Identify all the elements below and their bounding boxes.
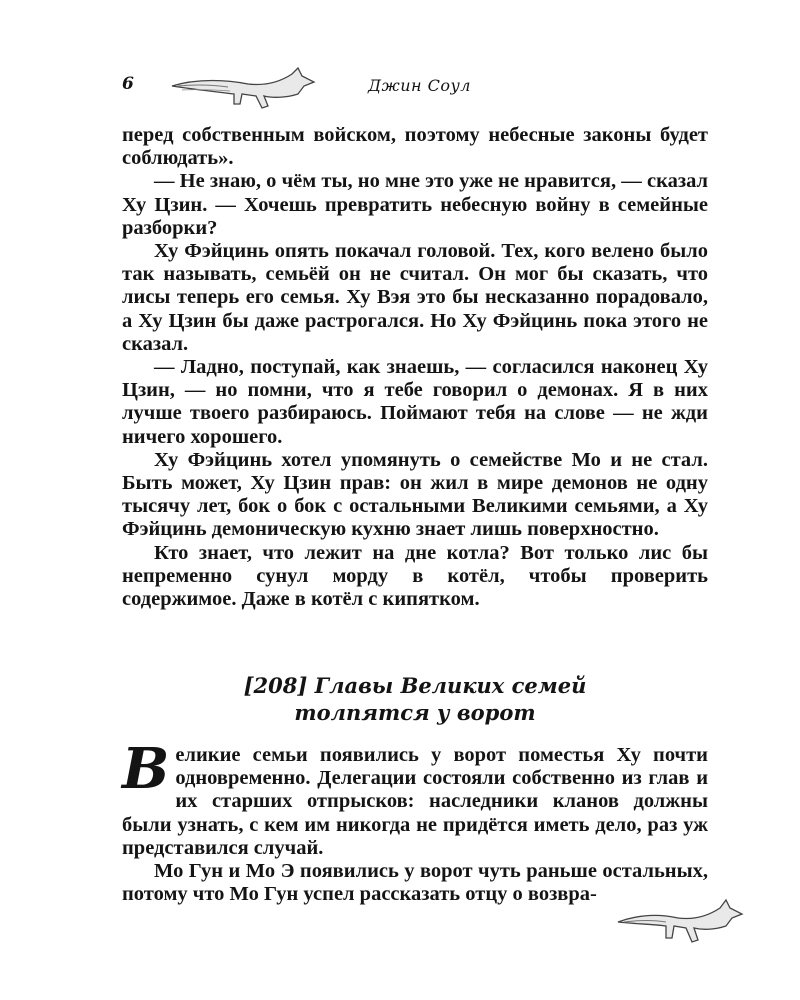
paragraph-text: еликие семьи появились у ворот поместья Ху почти одновременно. Делегации состояли собственно из глав и их старших отпрысков: наследники кланов должны были узнать, с кем им никогда не придётся иметь дело, раз уж представился случай.	[122, 744, 708, 859]
paragraph: перед собственным войском, поэтому небесные законы будет соблюдать».	[122, 124, 708, 170]
page-header	[0, 0, 800, 120]
fox-icon	[168, 64, 320, 110]
paragraph: Ху Фэйцинь опять покачал головой. Тех, кого велено было так называть, семьёй он не считал. Он мог бы сказать, что лисы теперь его семья. Ху Вэя это бы несказанно порадовало, а Ху Цзин бы даже растрогался. Но Ху Фэйцинь пока этого не сказал.	[122, 240, 708, 355]
paragraph: Мо Гун и Мо Э появились у ворот чуть раньше остальных, потому что Мо Гун успел рассказать отцу о возвра-	[122, 860, 708, 906]
paragraph: Кто знает, что лежит на дне котла? Вот только лис бы непременно сунул морду в котёл, чтобы проверить содержимое. Даже в котёл с кипятком.	[122, 541, 708, 611]
running-head: Джин Соул	[368, 76, 471, 95]
page-number: 6	[122, 74, 134, 94]
paragraph: — Ладно, поступай, как знаешь, — согласился наконец Ху Цзин, — но помни, что я тебе говорил о демонах. Я в них лучше твоего разбираюсь. Поймают тебя на слове — не жди ничего хорошего.	[122, 356, 708, 448]
paragraph: — Не знаю, о чём ты, но мне это уже не нравится, — сказал Ху Цзин. — Хочешь превратить небесную войну в семейные разборки?	[122, 170, 708, 239]
chapter-title-line-1: [208] Главы Великих семей	[243, 673, 587, 698]
fox-icon	[616, 894, 744, 944]
chapter-title-line-2: толпятся у ворот	[294, 700, 536, 725]
paragraph	[122, 736, 708, 860]
chapter-title	[122, 672, 708, 726]
drop-cap: В	[122, 736, 170, 802]
body-text-section-2	[122, 736, 708, 906]
body-text-section-1	[122, 124, 708, 611]
paragraph: Ху Фэйцинь хотел упомянуть о семействе Мо и не стал. Быть может, Ху Цзин прав: он жил в мире демонов не одну тысячу лет, бок о бок с остальными Великими семьями, а Ху Фэйцинь демоническую кухню знает лишь поверхностно.	[122, 448, 708, 541]
